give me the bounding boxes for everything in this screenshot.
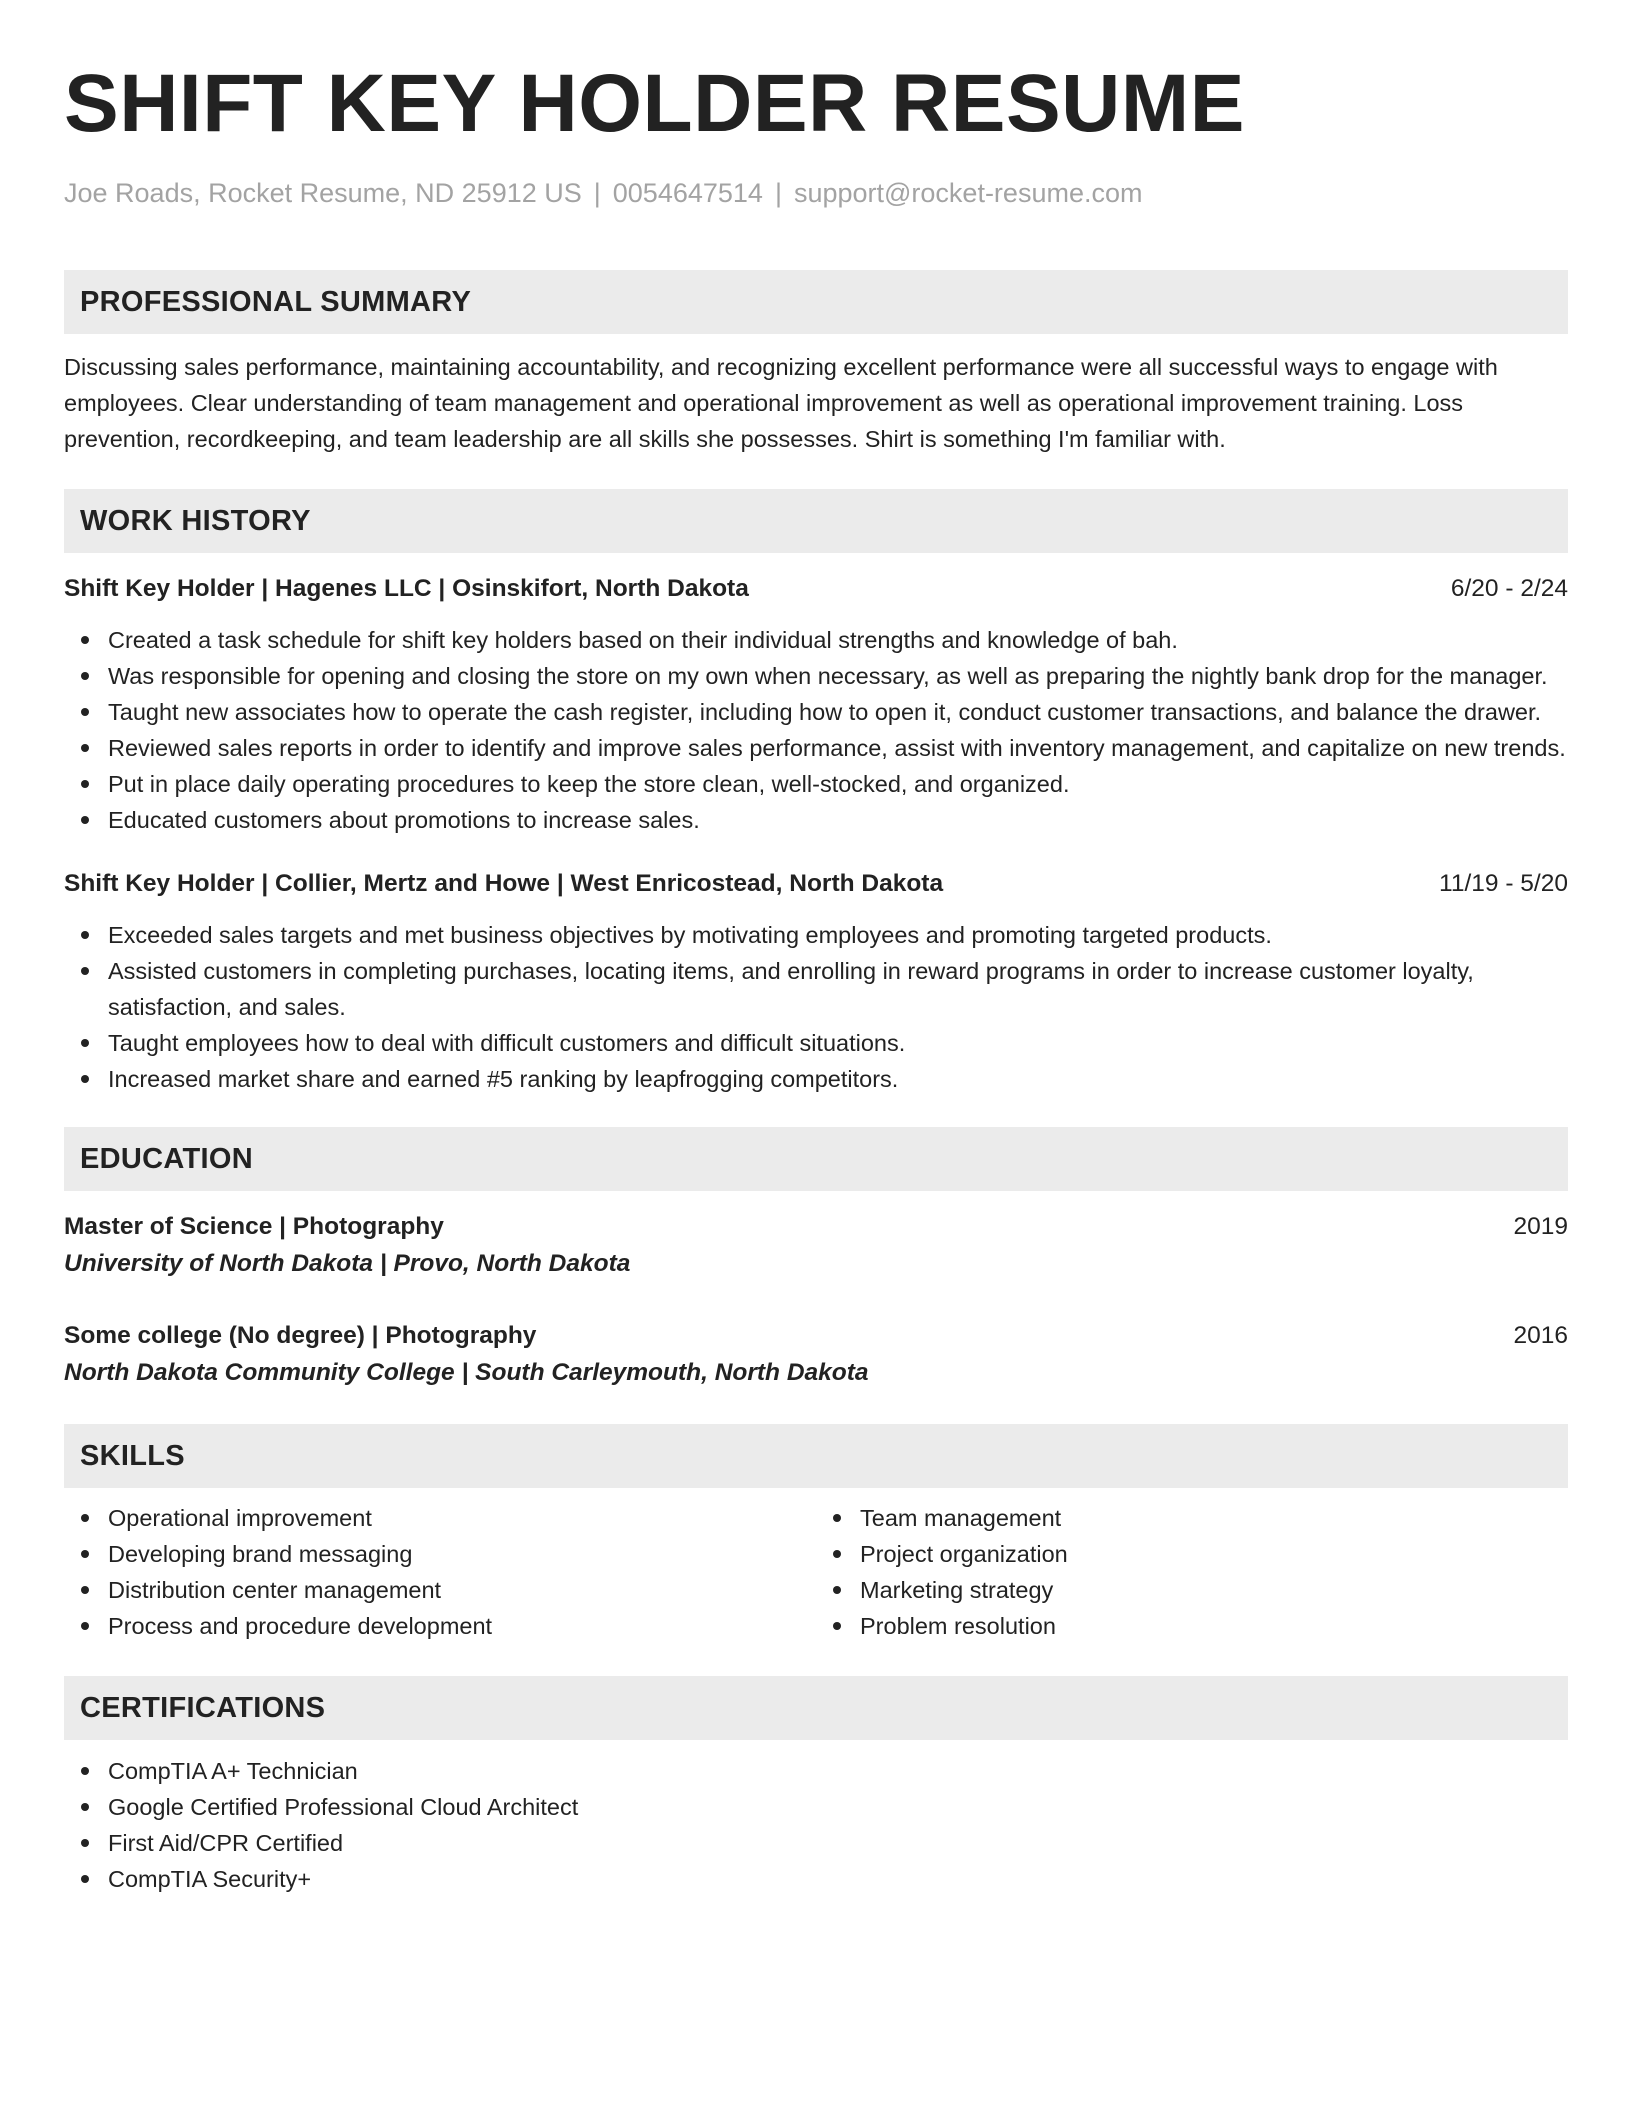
job-bullet-list: [64, 622, 1568, 838]
skill-item: Marketing strategy: [860, 1572, 1568, 1608]
skill-item: Problem resolution: [860, 1608, 1568, 1644]
certifications-list: [64, 1753, 1568, 1897]
certifications-block: [64, 1753, 1568, 1897]
job-title: Shift Key Holder | Collier, Mertz and Howe | West Enricostead, North Dakota: [64, 870, 944, 897]
job-bullet: Assisted customers in completing purchases, locating items, and enrolling in reward programs in order to increase customer loyalty, satisfaction, and sales.: [108, 953, 1568, 1025]
skill-item: Operational improvement: [108, 1500, 816, 1536]
skill-item: Developing brand messaging: [108, 1536, 816, 1572]
job-bullet: Educated customers about promotions to increase sales.: [108, 802, 1568, 838]
skills-list-right: [816, 1500, 1568, 1644]
contact-separator: |: [774, 178, 782, 208]
section-heading-education: EDUCATION: [64, 1127, 1568, 1191]
job-dates: 11/19 - 5/20: [1439, 870, 1568, 897]
education-school: North Dakota Community College | South Carleymouth, North Dakota: [64, 1359, 869, 1386]
contact-line: [64, 176, 1568, 210]
job-bullet-list: [64, 917, 1568, 1097]
job-bullet: Was responsible for opening and closing the store on my own when necessary, as well as preparing the nightly bank drop for the manager.: [108, 658, 1568, 694]
skill-item: Process and procedure development: [108, 1608, 816, 1644]
job-bullet: Taught employees how to deal with difficult customers and difficult situations.: [108, 1025, 1568, 1061]
skill-item: Distribution center management: [108, 1572, 816, 1608]
section-heading-summary: PROFESSIONAL SUMMARY: [64, 270, 1568, 334]
job-bullet: Exceeded sales targets and met business objectives by motivating employees and promoting targeted products.: [108, 917, 1568, 953]
job-dates: 6/20 - 2/24: [1450, 575, 1568, 602]
job-header: [64, 866, 1568, 902]
certification-item: First Aid/CPR Certified: [108, 1825, 1568, 1861]
education-degree: Some college (No degree) | Photography: [64, 1322, 537, 1349]
job-bullet: Taught new associates how to operate the cash register, including how to open it, conduct customer transactions, and balance the drawer.: [108, 694, 1568, 730]
section-heading-skills: SKILLS: [64, 1424, 1568, 1488]
job-entry: [64, 866, 1568, 1097]
skill-item: Project organization: [860, 1536, 1568, 1572]
job-header: [64, 571, 1568, 607]
contact-email: support@rocket-resume.com: [793, 178, 1143, 208]
certification-item: CompTIA Security+: [108, 1861, 1568, 1897]
job-bullet: Put in place daily operating procedures to keep the store clean, well-stocked, and organized.: [108, 766, 1568, 802]
certification-item: CompTIA A+ Technician: [108, 1753, 1568, 1789]
resume-title: SHIFT KEY HOLDER RESUME: [64, 58, 1245, 149]
contact-phone: 0054647514: [612, 178, 763, 208]
job-bullet: Reviewed sales reports in order to identify and improve sales performance, assist with inventory management, and capitalize on new trends.: [108, 730, 1568, 766]
section-heading-certifications: CERTIFICATIONS: [64, 1676, 1568, 1740]
education-year: 2019: [1513, 1213, 1568, 1240]
job-title: Shift Key Holder | Hagenes LLC | Osinskifort, North Dakota: [64, 575, 749, 602]
certification-item: Google Certified Professional Cloud Architect: [108, 1789, 1568, 1825]
education-entry: [64, 1318, 1568, 1392]
skills-list-left: [64, 1500, 816, 1644]
education-entry: [64, 1209, 1568, 1283]
section-heading-work-history: WORK HISTORY: [64, 489, 1568, 553]
summary-text: Discussing sales performance, maintaining accountability, and recognizing excellent performance were all successful ways to engage with employees. Clear understanding of team management and operational improvement as well as operational improvement training. Loss prevention, recordkeeping, and team leadership are all skills she possesses. Shirt is something I'm familiar with.: [64, 354, 1498, 452]
education-year: 2016: [1513, 1322, 1568, 1349]
education-school: University of North Dakota | Provo, North Dakota: [64, 1250, 631, 1277]
contact-address: Joe Roads, Rocket Resume, ND 25912 US: [64, 178, 582, 208]
education-degree: Master of Science | Photography: [64, 1213, 444, 1240]
job-entry: [64, 571, 1568, 838]
education-header: [64, 1318, 1568, 1354]
education-header: [64, 1209, 1568, 1245]
skill-item: Team management: [860, 1500, 1568, 1536]
skills-grid: [64, 1500, 1568, 1644]
job-bullet: Created a task schedule for shift key holders based on their individual strengths and knowledge of bah.: [108, 622, 1568, 658]
contact-separator: |: [593, 178, 601, 208]
job-bullet: Increased market share and earned #5 ranking by leapfrogging competitors.: [108, 1061, 1568, 1097]
